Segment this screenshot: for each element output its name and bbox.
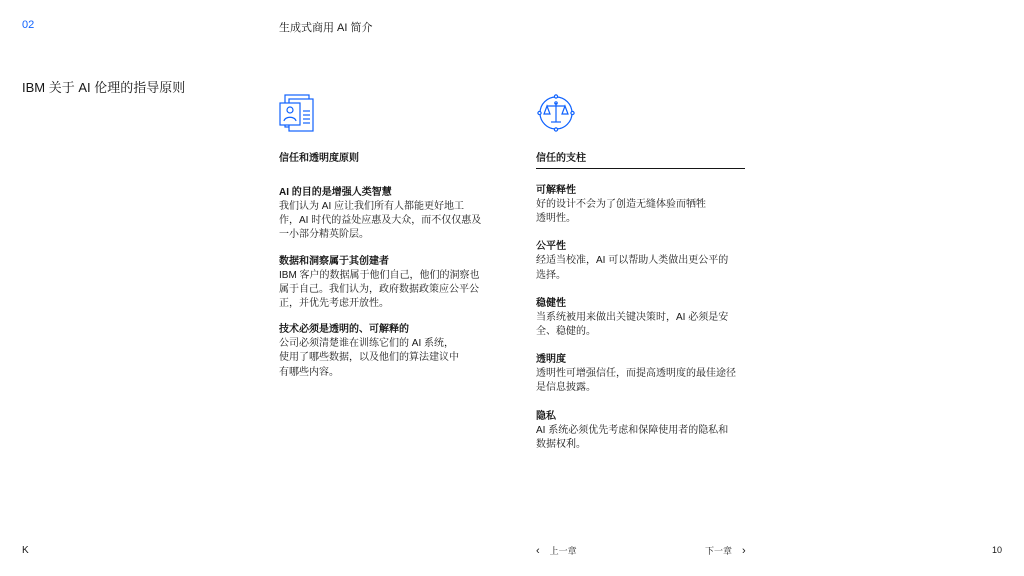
principle-title: 数据和洞察属于其创建者 (279, 255, 389, 267)
pillar-line: 经适当校准，AI 可以帮助人类做出更公平的 (536, 255, 729, 267)
next-chapter-label: 下一章 (705, 546, 733, 556)
section-title: IBM 关于 AI 伦理的指导原则 (22, 80, 186, 95)
page-number: 10 (991, 545, 1002, 555)
pillar-line: 透明性可增强信任，而提高透明度的最佳途径 (536, 368, 736, 380)
next-chapter-link[interactable] (705, 544, 746, 557)
chapter-number: 02 (22, 19, 35, 31)
pillar-line: AI 系统必须优先考虑和保障使用者的隐私和 (536, 424, 729, 436)
principle-block (279, 186, 489, 243)
pillar-block (536, 353, 745, 395)
principle-line: 公司必须清楚谁在训练它们的 AI 系统， (279, 338, 455, 350)
pillar-line: 选择。 (536, 269, 566, 281)
pillar-line: 当系统被用来做出关键决策时，AI 必须是安 (536, 311, 729, 323)
pillar-block (536, 240, 745, 282)
pillar-block (536, 410, 745, 452)
pillar-line: 数据权利。 (536, 438, 586, 450)
previous-chapter-link[interactable] (536, 544, 577, 557)
pillar-title: 透明度 (536, 354, 566, 366)
chevron-right-icon: › (742, 544, 746, 557)
principle-line: 一小部分精英阶层。 (279, 229, 369, 241)
principle-line: 作，AI 时代的益处应惠及大众，而不仅仅惠及 (279, 215, 482, 227)
principle-block (279, 323, 489, 380)
principle-line: 有哪些内容。 (279, 366, 339, 378)
pillar-line: 是信息披露。 (536, 382, 596, 394)
home-link[interactable]: K (22, 545, 29, 556)
trust-principles-heading: 信任和透明度原则 (279, 153, 359, 164)
pillar-block (536, 297, 745, 339)
principle-line: IBM 客户的数据属于他们自己，他们的洞察也 (279, 269, 480, 281)
trust-principles-column (279, 152, 489, 380)
pillar-line: 全、稳健的。 (536, 326, 596, 338)
principle-title: AI 的目的是增强人类智慧 (279, 187, 392, 198)
document-title: 生成式商用 AI 简介 (279, 22, 373, 34)
document-person-icon (279, 93, 319, 133)
principle-line: 使用了哪些数据，以及他们的算法建议中 (279, 352, 459, 364)
chevron-left-icon: ‹ (536, 544, 540, 557)
pillar-title: 公平性 (536, 241, 566, 253)
principle-line: 正，并优先考虑开放性。 (279, 298, 389, 310)
principle-line: 我们认为 AI 应让我们所有人都能更好地工 (279, 201, 465, 212)
balance-scale-icon (536, 93, 576, 133)
principle-line: 属于自己。我们认为，政府数据政策应公平公 (279, 283, 479, 295)
pillar-title: 稳健性 (536, 297, 566, 309)
pillar-block (536, 184, 745, 226)
pillar-title: 可解释性 (536, 185, 576, 196)
trust-pillars-heading: 信任的支柱 (536, 152, 745, 169)
principle-block (279, 255, 489, 312)
principle-title: 技术必须是透明的、可解释的 (279, 324, 409, 336)
trust-pillars-column (536, 152, 745, 452)
previous-chapter-label: 上一章 (549, 546, 577, 556)
pillar-line: 透明性。 (536, 213, 576, 225)
pillar-line: 好的设计不会为了创造无缝体验而牺牲 (536, 199, 706, 210)
pillar-title: 隐私 (536, 410, 556, 422)
